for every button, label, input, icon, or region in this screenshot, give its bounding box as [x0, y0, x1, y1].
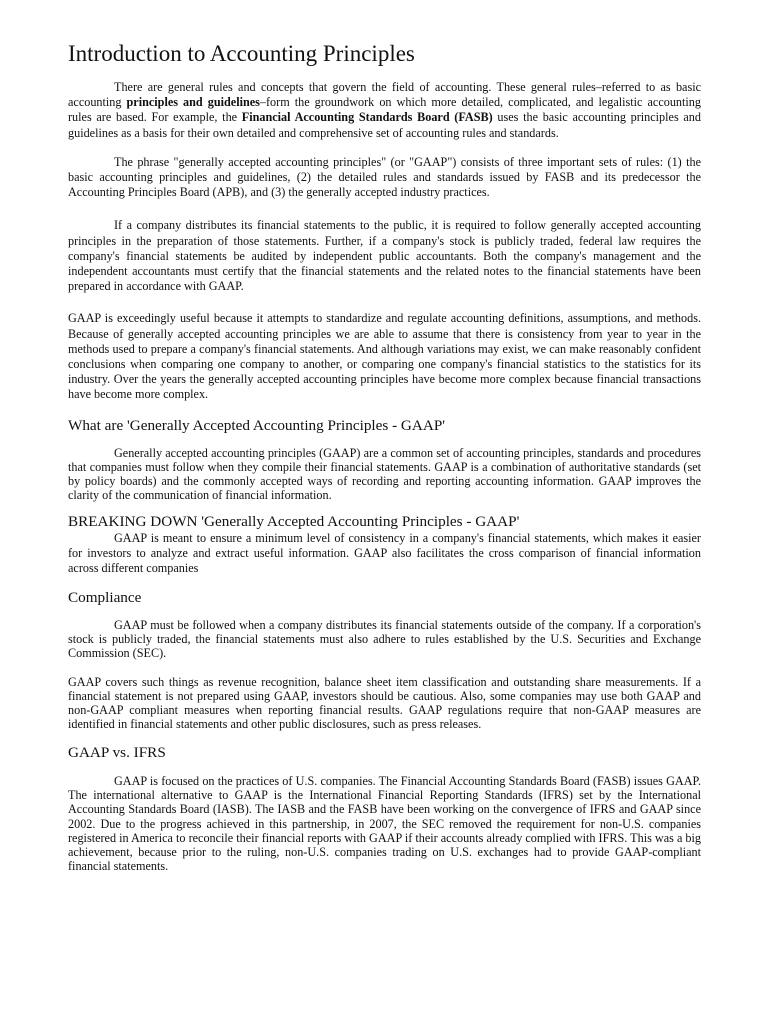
- intro-text-1: There are general rules and concepts that govern the field of accounting. These general rules–referred to as basic accounting: [68, 80, 701, 110]
- section-heading-what-is-gaap: What are 'Generally Accepted Accounting Principles - GAAP': [68, 416, 446, 434]
- intro-paragraph-3: If a company distributes its financial statements to the public, it is required to follow generally accepted accounting principles in the preparation of those statements. Further, if a company's stock is publicly traded, federal law requires the company's financial statements be audited by independent public accountants. Both the company's management and the independent accountants must certify that the financial statements and the related notes to the financial statements have been prepared in accordance with GAAP.: [68, 218, 701, 294]
- intro-paragraph-1: [68, 80, 701, 141]
- what-is-paragraph: Generally accepted accounting principles (GAAP) are a common set of accounting principles, standards and procedures that companies must follow when they compile their financial statements. GAAP is a combination of authoritative standards (set by policy boards) and the commonly accepted ways of recording and reporting accounting information. GAAP improves the clarity of the communication of financial information.: [68, 445, 701, 502]
- intro-text-2: –form the groundwork on which more detailed, complicated, and legalistic accounting rules are based. For example, the: [68, 95, 701, 125]
- section-heading-gaap-vs-ifrs: GAAP vs. IFRS: [68, 744, 166, 762]
- intro-paragraph-2: The phrase "generally accepted accounting principles" (or "GAAP") consists of three important sets of rules: (1) the basic accounting principles and guidelines, (2) the detailed rules and standards issued by FASB and its predecessor the Accounting Principles Board (APB), and (3) the generally accepted industry practices.: [68, 154, 701, 200]
- page-title: Introduction to Accounting Principles: [68, 41, 415, 66]
- intro-paragraph-4: GAAP is exceedingly useful because it attempts to standardize and regulate accounting definitions, assumptions, and methods. Because of generally accepted accounting principles we are able to assume that there is consistency from year to year in the methods used to prepare a company's financial statements. And although variations may exist, we can make reasonably confident conclusions when comparing one company to another, or comparing one company's financial statistics to the statistics for its industry. Over the years the generally accepted accounting principles have become more complex because financial transactions have become more complex.: [68, 311, 701, 402]
- intro-text-3: uses the basic accounting principles and guidelines as a basis for their own detailed and comprehensive set of accounting rules and standards.: [68, 110, 701, 140]
- bold-principles-guidelines: principles and guidelines: [126, 95, 260, 110]
- breaking-down-paragraph: GAAP is meant to ensure a minimum level of consistency in a company's financial statements, which makes it easier for investors to analyze and extract useful information. GAAP also facilitates the cross comparison of financial information across different companies: [68, 531, 701, 576]
- compliance-paragraph-2: GAAP covers such things as revenue recognition, balance sheet item classification and outstanding share measurements. If a financial statement is not prepared using GAAP, investors should be cautious. Also, some companies may use both GAAP and non-GAAP compliant measures when reporting financial results. GAAP regulations require that non-GAAP measures are identified in financial statements and other public disclosures, such as press releases.: [68, 674, 701, 732]
- compliance-paragraph-1: GAAP must be followed when a company distributes its financial statements outside of the company. If a corporation's stock is publicly traded, the financial statements must also adhere to rules established by the U.S. Securities and Exchange Commission (SEC).: [68, 617, 701, 660]
- bold-fasb: Financial Accounting Standards Board (FASB): [241, 110, 493, 125]
- gaap-vs-ifrs-paragraph: GAAP is focused on the practices of U.S. companies. The Financial Accounting Standards Board (FASB) issues GAAP. The international alternative to GAAP is the International Financial Reporting Standards (IFRS) set by the International Accounting Standards Board (IASB). The IASB and the FASB have been working on the convergence of IFRS and GAAP since 2002. Due to the progress achieved in this partnership, in 2007, the SEC removed the requirement for non-U.S. companies registered in America to reconcile their financial reports with GAAP if their accounts already complied with IFRS. This was a big achievement, because prior to the ruling, non-U.S. companies trading on U.S. exchanges had to provide GAAP-compliant financial statements.: [68, 774, 701, 873]
- section-heading-compliance: Compliance: [68, 588, 142, 606]
- section-heading-breaking-down: BREAKING DOWN 'Generally Accepted Accounting Principles - GAAP': [68, 513, 520, 531]
